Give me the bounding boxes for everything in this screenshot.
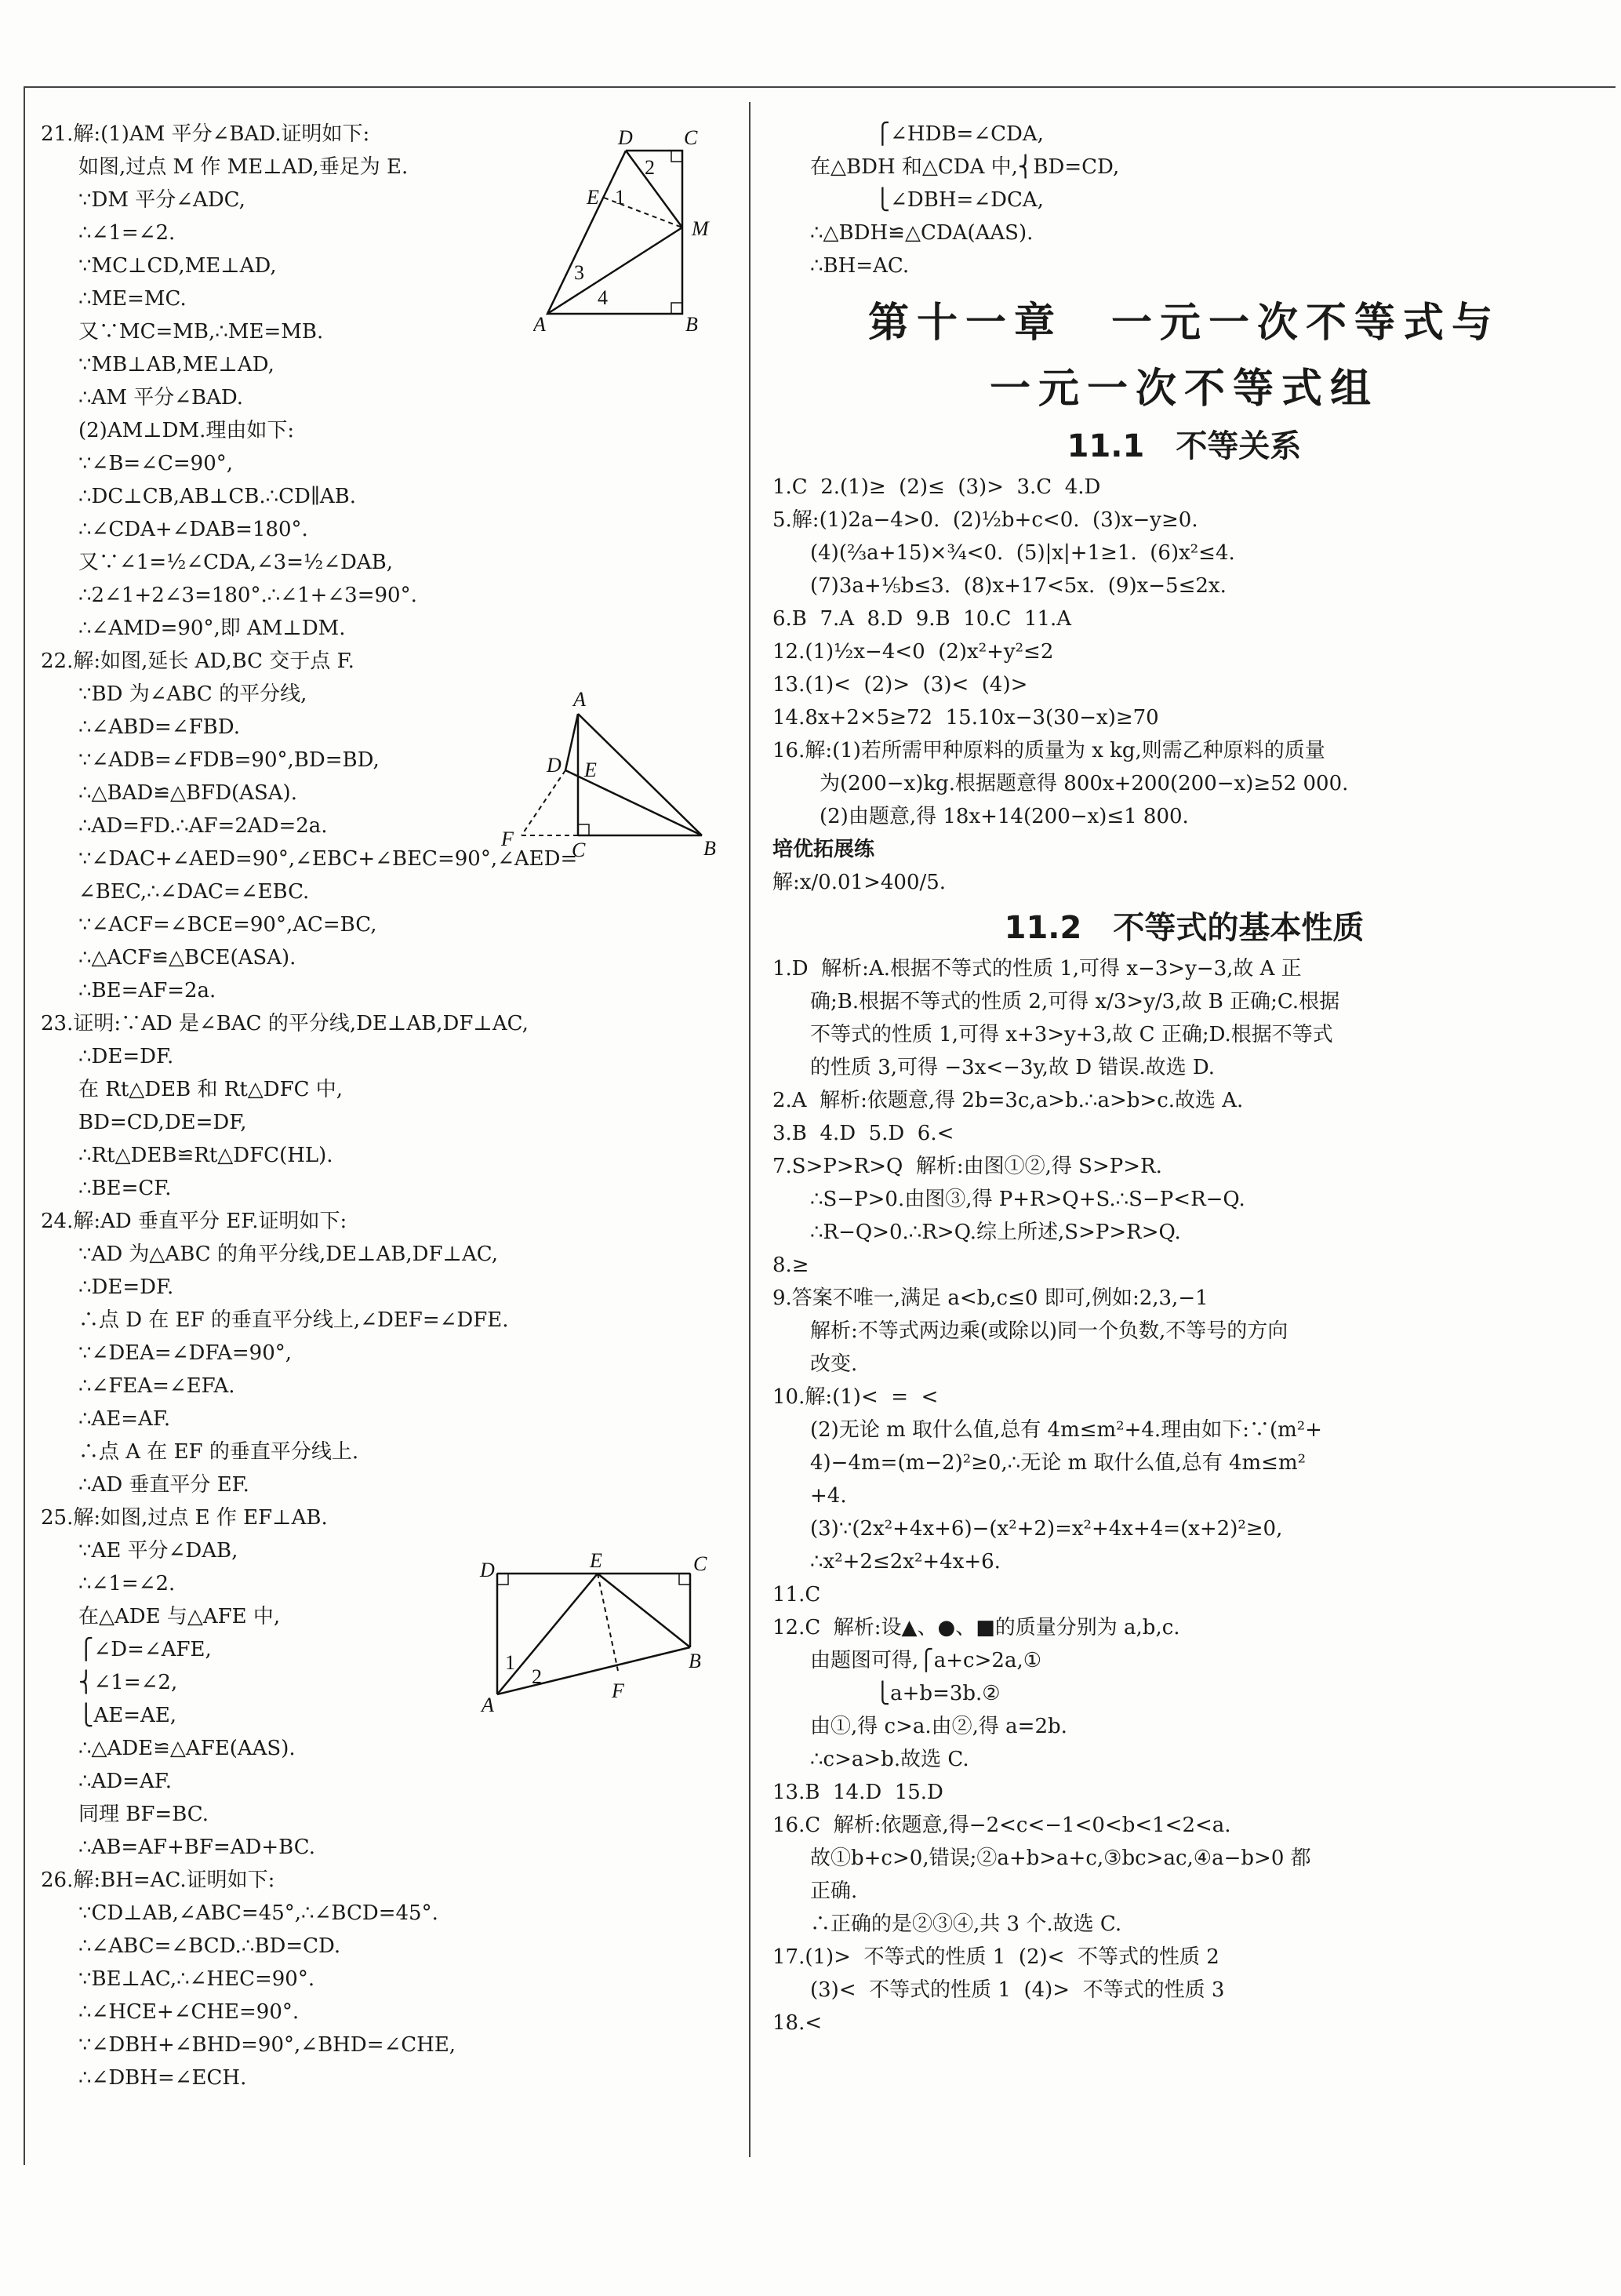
text-line: ⎩a+b=3b.② — [810, 1682, 1001, 1705]
text-line: 由题图可得,⎧a+c>2a,① — [810, 1649, 1042, 1672]
text-line: ∴AE=AF. — [78, 1407, 171, 1431]
text-line: ∵BD 为∠ABC 的平分线, — [78, 682, 307, 706]
text-line: 14.8x+2×5≥72 15.10x−3(30−x)≥70 — [772, 706, 1159, 730]
text-line: ∴BE=AF=2a. — [78, 979, 216, 1002]
text-line: 故①b+c>0,错误;②a+b>a+c,③bc>ac,④a−b>0 都 — [810, 1847, 1311, 1870]
text-line: 4)−4m=(m−2)²≥0,∴无论 m 取什么值,总有 4m≤m² — [810, 1451, 1307, 1475]
text-line: ∵∠ACF=∠BCE=90°,AC=BC, — [78, 913, 377, 937]
text-line: ∵DM 平分∠ADC, — [78, 188, 245, 212]
text-line: ∴BH=AC. — [810, 254, 910, 278]
text-line: ∴∠CDA+∠DAB=180°. — [78, 518, 308, 541]
column-divider — [749, 102, 751, 2157]
text-line: 同理 BF=BC. — [78, 1803, 209, 1826]
text-line: ∴∠ABC=∠BCD.∴BD=CD. — [78, 1934, 341, 1958]
fig21-label-m: M — [692, 217, 709, 240]
text-line: 13.B 14.D 15.D — [772, 1781, 943, 1804]
right-bottom-lines — [772, 952, 1596, 2039]
text-line: ∴c>a>b.故选 C. — [810, 1748, 969, 1771]
text-line: ∵∠B=∠C=90°, — [78, 452, 234, 475]
text-line: 在△BDH 和△CDA 中,⎨BD=CD, — [810, 155, 1120, 179]
left-column — [41, 118, 739, 2094]
text-line: ⎧∠D=∠AFE, — [78, 1638, 212, 1661]
fig25-label-c: C — [693, 1553, 707, 1575]
text-line: (7)3a+⅕b≤3. (8)x+17<5x. (9)x−5≤2x. — [810, 574, 1227, 598]
text-line: ∵AE 平分∠DAB, — [78, 1539, 238, 1563]
section-title-11-1: 11.1 不等关系 — [1067, 428, 1302, 464]
text-line: ∴∠AMD=90°,即 AM⊥DM. — [78, 617, 346, 640]
text-line: 24.解:AD 垂直平分 EF.证明如下: — [41, 1210, 347, 1233]
text-line: 17.(1)> 不等式的性质 1 (2)< 不等式的性质 2 — [772, 1945, 1219, 1969]
text-line: (3)< 不等式的性质 1 (4)> 不等式的性质 3 — [810, 1978, 1225, 2002]
right-mid-lines — [772, 471, 1596, 833]
text-line: (2)AM⊥DM.理由如下: — [78, 419, 295, 442]
fig21-angle-2: 2 — [645, 156, 655, 179]
text-line: ∴点 D 在 EF 的垂直平分线上,∠DEF=∠DFE. — [78, 1308, 509, 1332]
fig21-label-a: A — [533, 313, 546, 336]
text-line: BD=CD,DE=DF, — [78, 1111, 247, 1134]
text-line: 如图,过点 M 作 ME⊥AD,垂足为 E. — [78, 155, 409, 179]
text-line: 10.解:(1)< = < — [772, 1385, 939, 1409]
text-line: ∴AD=AF. — [78, 1770, 172, 1793]
fig25-label-e: E — [590, 1553, 602, 1572]
fig22-label-c: C — [572, 839, 586, 861]
text-line: 又∵MC=MB,∴ME=MB. — [78, 320, 324, 344]
text-line: ∴∠1=∠2. — [78, 1572, 176, 1596]
text-line: ∴AB=AF+BF=AD+BC. — [78, 1836, 315, 1859]
fig22-label-f: F — [501, 828, 514, 850]
text-line: +4. — [810, 1484, 847, 1508]
text-line: 正确. — [810, 1879, 858, 1903]
fig25-label-a: A — [482, 1694, 494, 1716]
text-line: 21.解:(1)AM 平分∠BAD.证明如下: — [41, 122, 370, 146]
fig25-label-f: F — [612, 1679, 624, 1702]
fig22-label-d: D — [547, 754, 562, 777]
text-line: ∵∠DEA=∠DFA=90°, — [78, 1341, 293, 1365]
text-line: 1.D 解析:A.根据不等式的性质 1,可得 x−3>y−3,故 A 正 — [772, 957, 1302, 981]
text-line: ∴AM 平分∠BAD. — [78, 386, 244, 409]
text-line: 为(200−x)kg.根据题意得 800x+200(200−x)≥52 000. — [820, 772, 1349, 795]
text-line: 又∵∠1=½∠CDA,∠3=½∠DAB, — [78, 551, 393, 574]
text-line: (3)∵(2x²+4x+6)−(x²+2)=x²+4x+4=(x+2)²≥0, — [810, 1517, 1283, 1541]
text-line: 在 Rt△DEB 和 Rt△DFC 中, — [78, 1078, 343, 1101]
fig22-label-e: E — [584, 759, 597, 781]
fig22-label-b: B — [703, 837, 716, 860]
text-line: ∴∠DBH=∠ECH. — [78, 2066, 247, 2090]
text-line: ⎨∠1=∠2, — [78, 1671, 178, 1694]
fig22-label-a: A — [573, 688, 586, 711]
text-line: ∴AD 垂直平分 EF. — [78, 1473, 249, 1497]
text-line: ∴DE=DF. — [78, 1045, 174, 1068]
text-line: (2)无论 m 取什么值,总有 4m≤m²+4.理由如下:∵(m²+ — [810, 1418, 1322, 1442]
text-line: 8.≥ — [772, 1254, 809, 1277]
text-line: ⎩AE=AE, — [78, 1704, 177, 1727]
text-line: ∵MB⊥AB,ME⊥AD, — [78, 353, 274, 377]
fig21-angle-1: 1 — [615, 186, 625, 209]
text-line: ∴ME=MC. — [78, 287, 187, 311]
text-line: ∴Rt△DEB≌Rt△DFC(HL). — [78, 1144, 333, 1167]
text-line: ∴BE=CF. — [78, 1177, 172, 1200]
text-line: ∵∠DBH+∠BHD=90°,∠BHD=∠CHE, — [78, 2033, 456, 2057]
figure-21 — [533, 126, 729, 341]
text-line: 5.解:(1)2a−4>0. (2)½b+c<0. (3)x−y≥0. — [772, 508, 1198, 532]
text-line: 12.C 解析:设▲、●、■的质量分别为 a,b,c. — [772, 1616, 1180, 1639]
fig25-angle-1: 1 — [505, 1651, 515, 1674]
text-line: (2)由题意,得 18x+14(200−x)≤1 800. — [820, 805, 1189, 828]
text-line: 3.B 4.D 5.D 6.< — [772, 1122, 954, 1145]
fig25-angle-2: 2 — [532, 1665, 542, 1688]
figure-25 — [478, 1553, 729, 1726]
text-line: ∴AD=FD.∴AF=2AD=2a. — [78, 814, 328, 838]
text-line: 确;B.根据不等式的性质 2,可得 x/3>y/3,故 B 正确;C.根据 — [810, 990, 1340, 1013]
left-column-lines — [41, 118, 739, 2094]
top-rule — [24, 86, 1616, 88]
extension-answer: 解:x/0.01>400/5. — [772, 871, 947, 894]
text-line: ∴△BAD≌△BFD(ASA). — [78, 781, 297, 805]
fig21-label-e: E — [587, 186, 599, 209]
fig25-label-d: D — [480, 1559, 495, 1581]
text-line: 22.解:如图,延长 AD,BC 交于点 F. — [41, 650, 354, 673]
text-line: ∴∠HCE+∠CHE=90°. — [78, 2000, 300, 2024]
text-line: 9.答案不唯一,满足 a<b,c≤0 即可,例如:2,3,−1 — [772, 1286, 1208, 1310]
fig21-label-c: C — [684, 126, 698, 149]
text-line: ∴2∠1+2∠3=180°.∴∠1+∠3=90°. — [78, 584, 417, 607]
text-line: 由①,得 c>a.由②,得 a=2b. — [810, 1715, 1067, 1738]
text-line: 解析:不等式两边乘(或除以)同一个负数,不等号的方向 — [810, 1319, 1288, 1343]
text-line: 6.B 7.A 8.D 9.B 10.C 11.A — [772, 607, 1072, 631]
text-line: 在△ADE 与△AFE 中, — [78, 1605, 281, 1628]
right-top-lines — [772, 118, 1596, 282]
text-line: 7.S>P>R>Q 解析:由图①②,得 S>P>R. — [772, 1155, 1162, 1178]
text-line: ∴△ACF≌△BCE(ASA). — [78, 946, 296, 970]
fig21-label-d: D — [618, 126, 633, 149]
fig21-label-b: B — [685, 313, 698, 336]
text-line: ∴R−Q>0.∴R>Q.综上所述,S>P>R>Q. — [810, 1221, 1181, 1244]
text-line: 1.C 2.(1)≥ (2)≤ (3)> 3.C 4.D — [772, 475, 1101, 499]
chapter-title-line-1: 第十一章 一元一次不等式与 — [867, 300, 1500, 347]
text-line: ∵AD 为△ABC 的角平分线,DE⊥AB,DF⊥AC, — [78, 1243, 498, 1266]
left-margin-rule — [24, 86, 25, 2165]
text-line: 16.解:(1)若所需甲种原料的质量为 x kg,则需乙种原料的质量 — [772, 739, 1325, 762]
text-line: 不等式的性质 1,可得 x+3>y+3,故 C 正确;D.根据不等式 — [810, 1023, 1333, 1046]
text-line: 的性质 3,可得 −3x<−3y,故 D 错误.故选 D. — [810, 1056, 1216, 1079]
section-title-11-2: 11.2 不等式的基本性质 — [1004, 910, 1365, 946]
fig21-angle-3: 3 — [574, 261, 584, 284]
text-line: 23.证明:∵AD 是∠BAC 的平分线,DE⊥AB,DF⊥AC, — [41, 1012, 529, 1035]
text-line: ⎩∠DBH=∠DCA, — [810, 188, 1044, 212]
text-line: ∵CD⊥AB,∠ABC=45°,∴∠BCD=45°. — [78, 1901, 438, 1925]
text-line: ∴x²+2≤2x²+4x+6. — [810, 1550, 1001, 1574]
text-line: ∴∠FEA=∠EFA. — [78, 1374, 235, 1398]
text-line: 11.C — [772, 1583, 821, 1606]
text-line: 18.< — [772, 2011, 823, 2035]
text-line: ∴△BDH≌△CDA(AAS). — [810, 221, 1034, 245]
text-line: 16.C 解析:依题意,得−2<c<−1<0<b<1<2<a. — [772, 1814, 1231, 1837]
text-line: ∴∠ABD=∠FBD. — [78, 715, 240, 739]
text-line: 2.A 解析:依题意,得 2b=3c,a>b.∴a>b>c.故选 A. — [772, 1089, 1244, 1112]
text-line: ∴△ADE≌△AFE(AAS). — [78, 1737, 296, 1760]
extension-label: 培优拓展练 — [772, 838, 875, 861]
chapter-title-line-2: 一元一次不等式组 — [989, 366, 1379, 413]
text-line: 改变. — [810, 1352, 858, 1376]
text-line: 13.(1)< (2)> (3)< (4)> — [772, 673, 1028, 697]
text-line: ∵∠ADB=∠FDB=90°,BD=BD, — [78, 748, 380, 772]
fig25-label-b: B — [689, 1650, 701, 1672]
right-column — [772, 118, 1596, 2039]
text-line: 26.解:BH=AC.证明如下: — [41, 1868, 275, 1892]
text-line: ∵∠DAC+∠AED=90°,∠EBC+∠BEC=90°,∠AED= — [78, 847, 578, 871]
text-line: ∠BEC,∴∠DAC=∠EBC. — [78, 880, 310, 904]
text-line: (4)(⅔a+15)×¾<0. (5)|x|+1≥1. (6)x²≤4. — [810, 541, 1235, 565]
text-line: ∴DC⊥CB,AB⊥CB.∴CD∥AB. — [78, 485, 357, 508]
text-line: ∴S−P>0.由图③,得 P+R>Q+S.∴S−P<R−Q. — [810, 1188, 1245, 1211]
text-line: 25.解:如图,过点 E 作 EF⊥AB. — [41, 1506, 328, 1530]
figure-22 — [490, 682, 725, 867]
text-line: ⎧∠HDB=∠CDA, — [810, 122, 1044, 146]
text-line: ∴点 A 在 EF 的垂直平分线上. — [78, 1440, 359, 1464]
text-line: ∴∠1=∠2. — [78, 221, 176, 245]
text-line: ∵BE⊥AC,∴∠HEC=90°. — [78, 1967, 315, 1991]
text-line: ∵MC⊥CD,ME⊥AD, — [78, 254, 277, 278]
text-line: ∴正确的是②③④,共 3 个.故选 C. — [810, 1912, 1122, 1936]
fig21-angle-4: 4 — [598, 286, 608, 309]
text-line: 12.(1)½x−4<0 (2)x²+y²≤2 — [772, 640, 1054, 664]
text-line: ∴DE=DF. — [78, 1275, 174, 1299]
